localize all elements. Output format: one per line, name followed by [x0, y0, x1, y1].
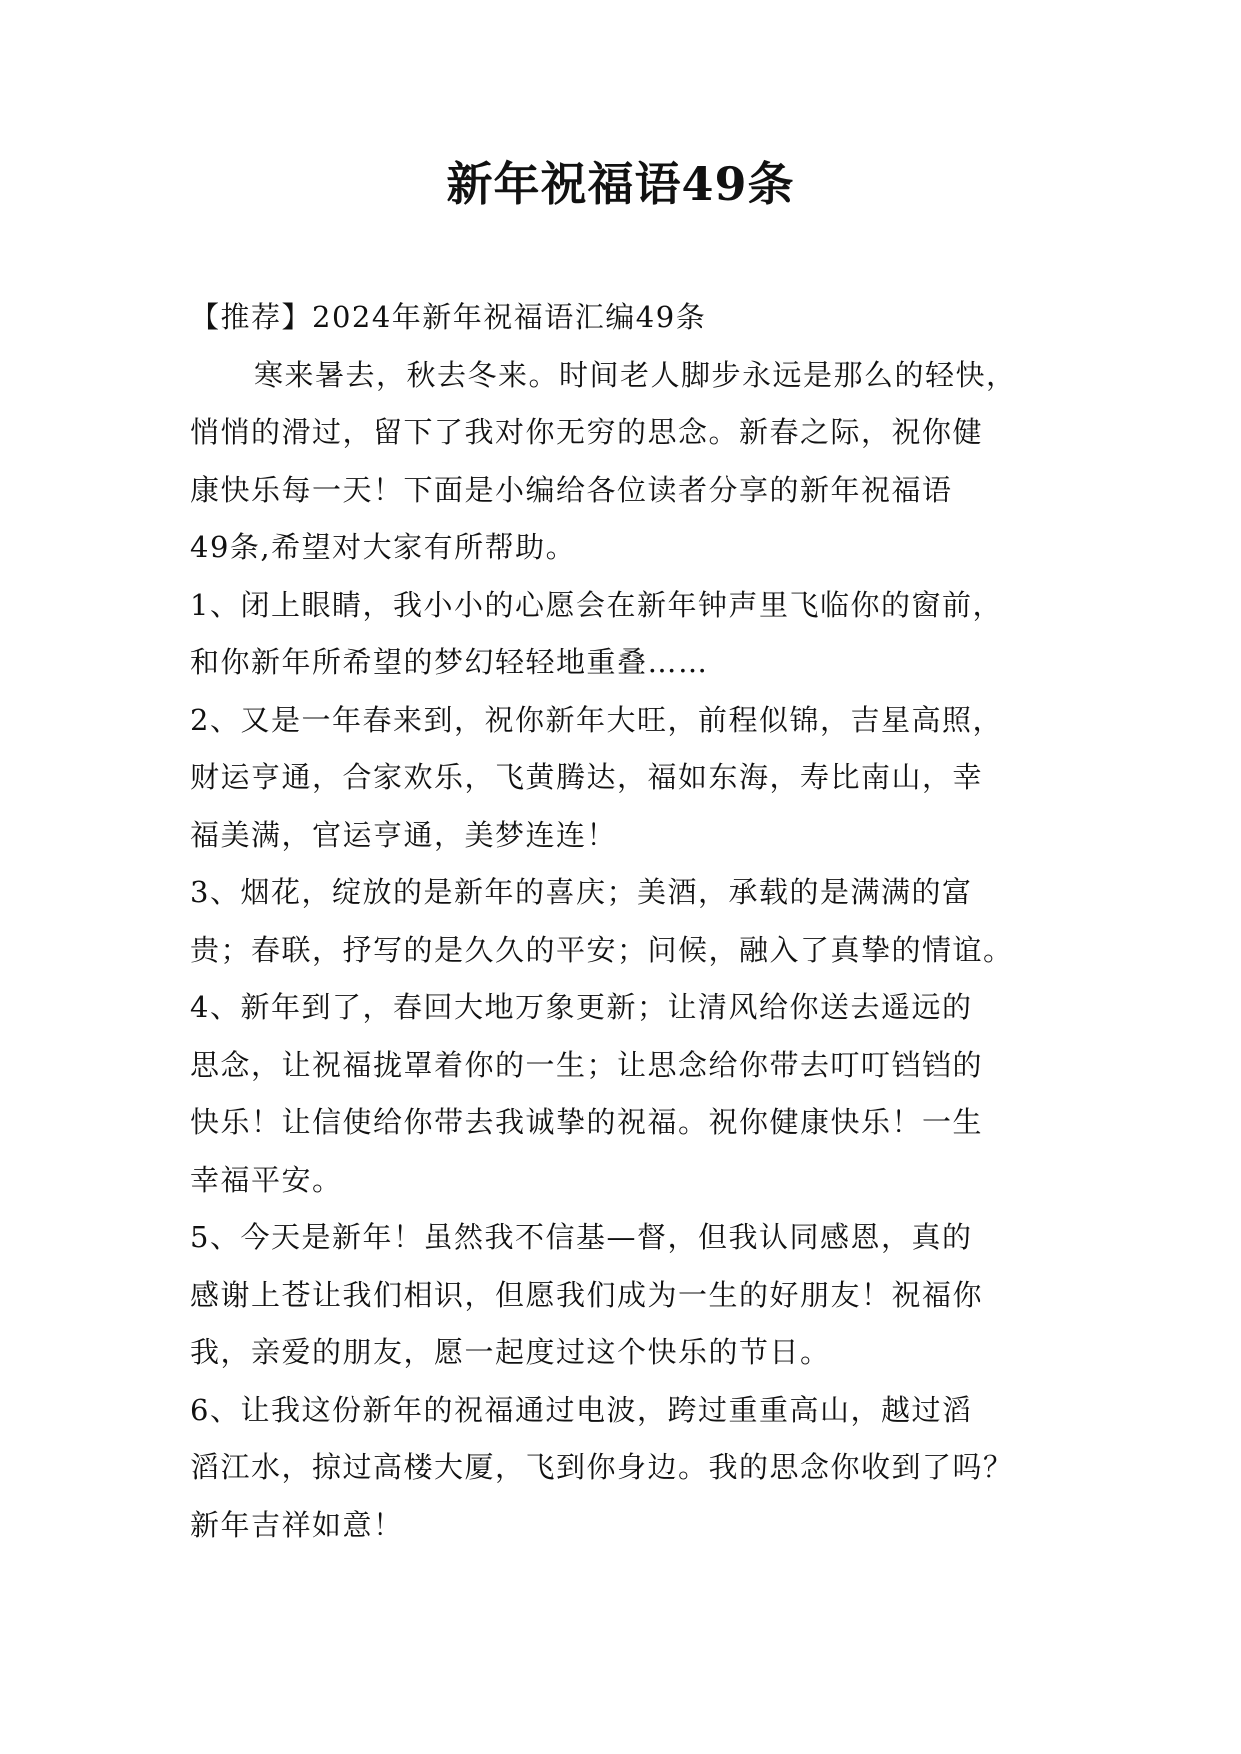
- greeting-6-line: 6、让我这份新年的祝福通过电波，跨过重重高山，越过滔: [190, 1392, 973, 1427]
- greeting-5-line: 感谢上苍让我们相识，但愿我们成为一生的好朋友！祝福你: [190, 1277, 984, 1312]
- greeting-2-line: 财运亨通，合家欢乐，飞黄腾达，福如东海，寿比南山，幸: [190, 760, 984, 794]
- greeting-3-line: 贵；春联，抒写的是久久的平安；问候，融入了真挚的情谊。: [190, 932, 1014, 967]
- document-title: 新年祝福语49条: [446, 157, 795, 211]
- greeting-4-line: 4、新年到了，春回大地万象更新；让清风给你送去遥远的: [190, 990, 973, 1024]
- greeting-4-line: 幸福平安。: [190, 1162, 343, 1197]
- greeting-1-line: 1、闭上眼睛，我小小的心愿会在新年钟声里飞临你的窗前，: [190, 587, 1003, 622]
- greeting-6-line: 新年吉祥如意！: [190, 1507, 404, 1542]
- greeting-6-line: 滔江水，掠过高楼大厦，飞到你身边。我的思念你收到了吗？: [190, 1450, 1014, 1484]
- intro-paragraph-line: 寒来暑去，秋去冬来。时间老人脚步永远是那么的轻快，: [254, 357, 1017, 392]
- intro-paragraph-line: 悄悄的滑过，留下了我对你无穷的思念。新春之际，祝你健: [190, 415, 984, 449]
- document-body: [190, 289, 1070, 1554]
- greeting-4-line: 快乐！让信使给你带去我诚挚的祝福。祝你健康快乐！一生: [190, 1105, 984, 1139]
- recommend-line: 【推荐】2024年新年祝福语汇编49条: [190, 300, 707, 334]
- intro-paragraph-line: 49条,希望对大家有所帮助。: [190, 530, 577, 564]
- greeting-1-line: 和你新年所希望的梦幻轻轻地重叠……: [190, 645, 709, 679]
- greeting-4-line: 思念，让祝福拢罩着你的一生；让思念给你带去叮叮铛铛的: [190, 1047, 984, 1082]
- greeting-2-line: 福美满，官运亨通，美梦连连！: [190, 817, 618, 852]
- greeting-3-line: 3、烟花，绽放的是新年的喜庆；美酒，承载的是满满的富: [190, 875, 973, 909]
- intro-paragraph-line: 康快乐每一天！下面是小编给各位读者分享的新年祝福语: [190, 472, 953, 507]
- greeting-5-line: 5、今天是新年！虽然我不信基—督，但我认同感恩，真的: [190, 1220, 973, 1254]
- greeting-2-line: 2、又是一年春来到，祝你新年大旺，前程似锦，吉星高照，: [190, 702, 1003, 737]
- greeting-5-line: 我，亲爱的朋友，愿一起度过这个快乐的节日。: [190, 1335, 831, 1369]
